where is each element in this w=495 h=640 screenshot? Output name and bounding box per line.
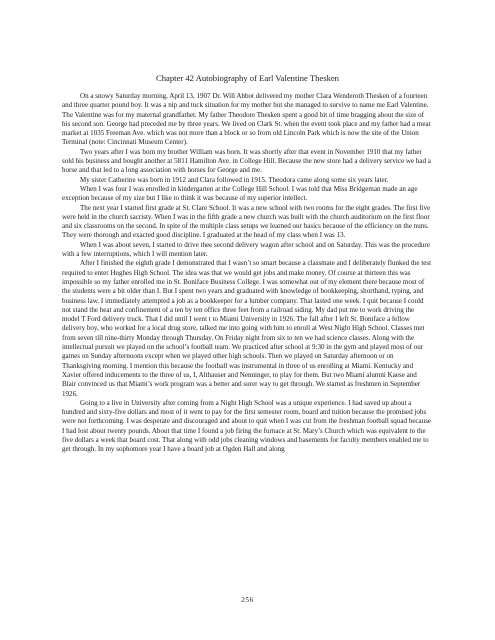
paragraph: Two years after I was born my brother William was born. It was shortly after that event in November 1910 that my father sold his business and bought another at 5811 Hamilton Ave. in College Hill. Because the new store had a delivery service we had a horse and that led to a long association with horses for George and me. [62, 147, 431, 175]
paragraph: On a snowy Saturday morning, April 13, 1907 Dr. Will Abbot delivered my mother Clara Wenderoth Thesken of a fourteen and three quarter pound boy. It was a nip and tuck situation for my mother but she managed to survive to name me Earl Valentine. The Valentine was for my maternal grandfather. My father Theodore Thesken spent a good bit of time bragging about the size of his second son. George had preceded me by three years. We lived on Clark St. when the event took place and my father had a meat market at 1035 Freeman Ave. which was not more than a block or so from old Lincoln Park which is now the site of the Union Terminal (note: Cincinnati Museum Center). [62, 92, 431, 147]
paragraph: The next year I started first grade at St. Clare School. It was a new school with two rooms for the eight grades. The first five were held in the church sacristy. When I was in the fifth grade a new church was built with the church auditorium on the first floor and six classrooms on the second. In spite of the multiple class setups we learned our basics because of the efficiency on the nuns. They were thorough and exacted good discipline. I graduated at the head of my class when I was 13. [62, 203, 431, 240]
paragraph: Going to a live in University after coming from a Night High School was a unique experience. I had saved up about a hundred and sixty-five dollars and most of it went to pay for the first semester room, board and tuition because the promised jobs were not forthcoming. I was desperate and discouraged and about to quit when I was cut from the freshman football squad because I had lost about twenty pounds. About that time I found a job firing the furnace at St. Mary’s Church which was equivalent to the five dollars a week that board cost. That along with odd jobs cleaning windows and basements for faculty members enabled me to get through. In my sophomore year I have a board job at Ogden Hall and along [62, 398, 432, 454]
page-number: 256 [241, 596, 254, 604]
chapter-title: Chapter 42 Autobiography of Earl Valentine Thesken [156, 73, 339, 83]
paragraph: After I finished the eighth grade I demonstrated that I wasn’t so smart because a classmate and I deliberately flunked the test required to enter Hughes High School. The idea was that we would get jobs and make money. Of course at thirteen this was impossible so my father enrolled me in St. Boniface Business College. I was somewhat out of my element there because most of the students were a bit older than I. But I spent two years and graduated with knowledge of bookkeeping, shorthand, typing, and business law. I immediately attempted a job as a bookkeeper for a lumber company. That lasted one week. I quit because I could not stand the heat and confinement of a ten by ten office three feet from a railroad siding. My dad put me to work driving the model T Ford delivery truck. That I did until I went t to Miami University in 1926. The fall after I left St. Boniface a fellow delivery boy, who worked for a local drug store, talked me into going with him to enroll at West Night High School. Classes met from seven till nine-thirty Monday through Thursday. On Friday night from six to ten we had science classes. Along with the intellectual pursuit we played on the school’s football team. We practiced after school at 9:30 in the gym and played most of our games on Sunday afternoons except when we played other high schools. Then we played on Saturday afternoon or on Thanksgiving morning. I mention this because the football was instrumental in three of us enrolling at Miami. Kentucky and Xavier offered inducements to the three of us, I, Althauser and Nenninger, to play for them. But two Miami alumni Kaese and Blair convinced us that Miami’s work program was a better and surer way to get through. We started as freshmen in September 1926. [62, 259, 432, 398]
paragraph: My sister Catherine was born in 1912 and Clara followed in 1915. Theodora came along some six years later. [80, 175, 389, 184]
paragraph: When I was four I was enrolled in kindergarten at the College Hill School. I was told that Miss Bridgeman made an age exception because of my size but I like to think it was because of my superior intellect. [62, 184, 418, 203]
body-text [62, 92, 432, 455]
paragraph: When I was about seven, I started to drive thee second delivery wagon after school and on Saturday. This was the procedure with a few interruptions, which I will mention later. [62, 240, 430, 259]
